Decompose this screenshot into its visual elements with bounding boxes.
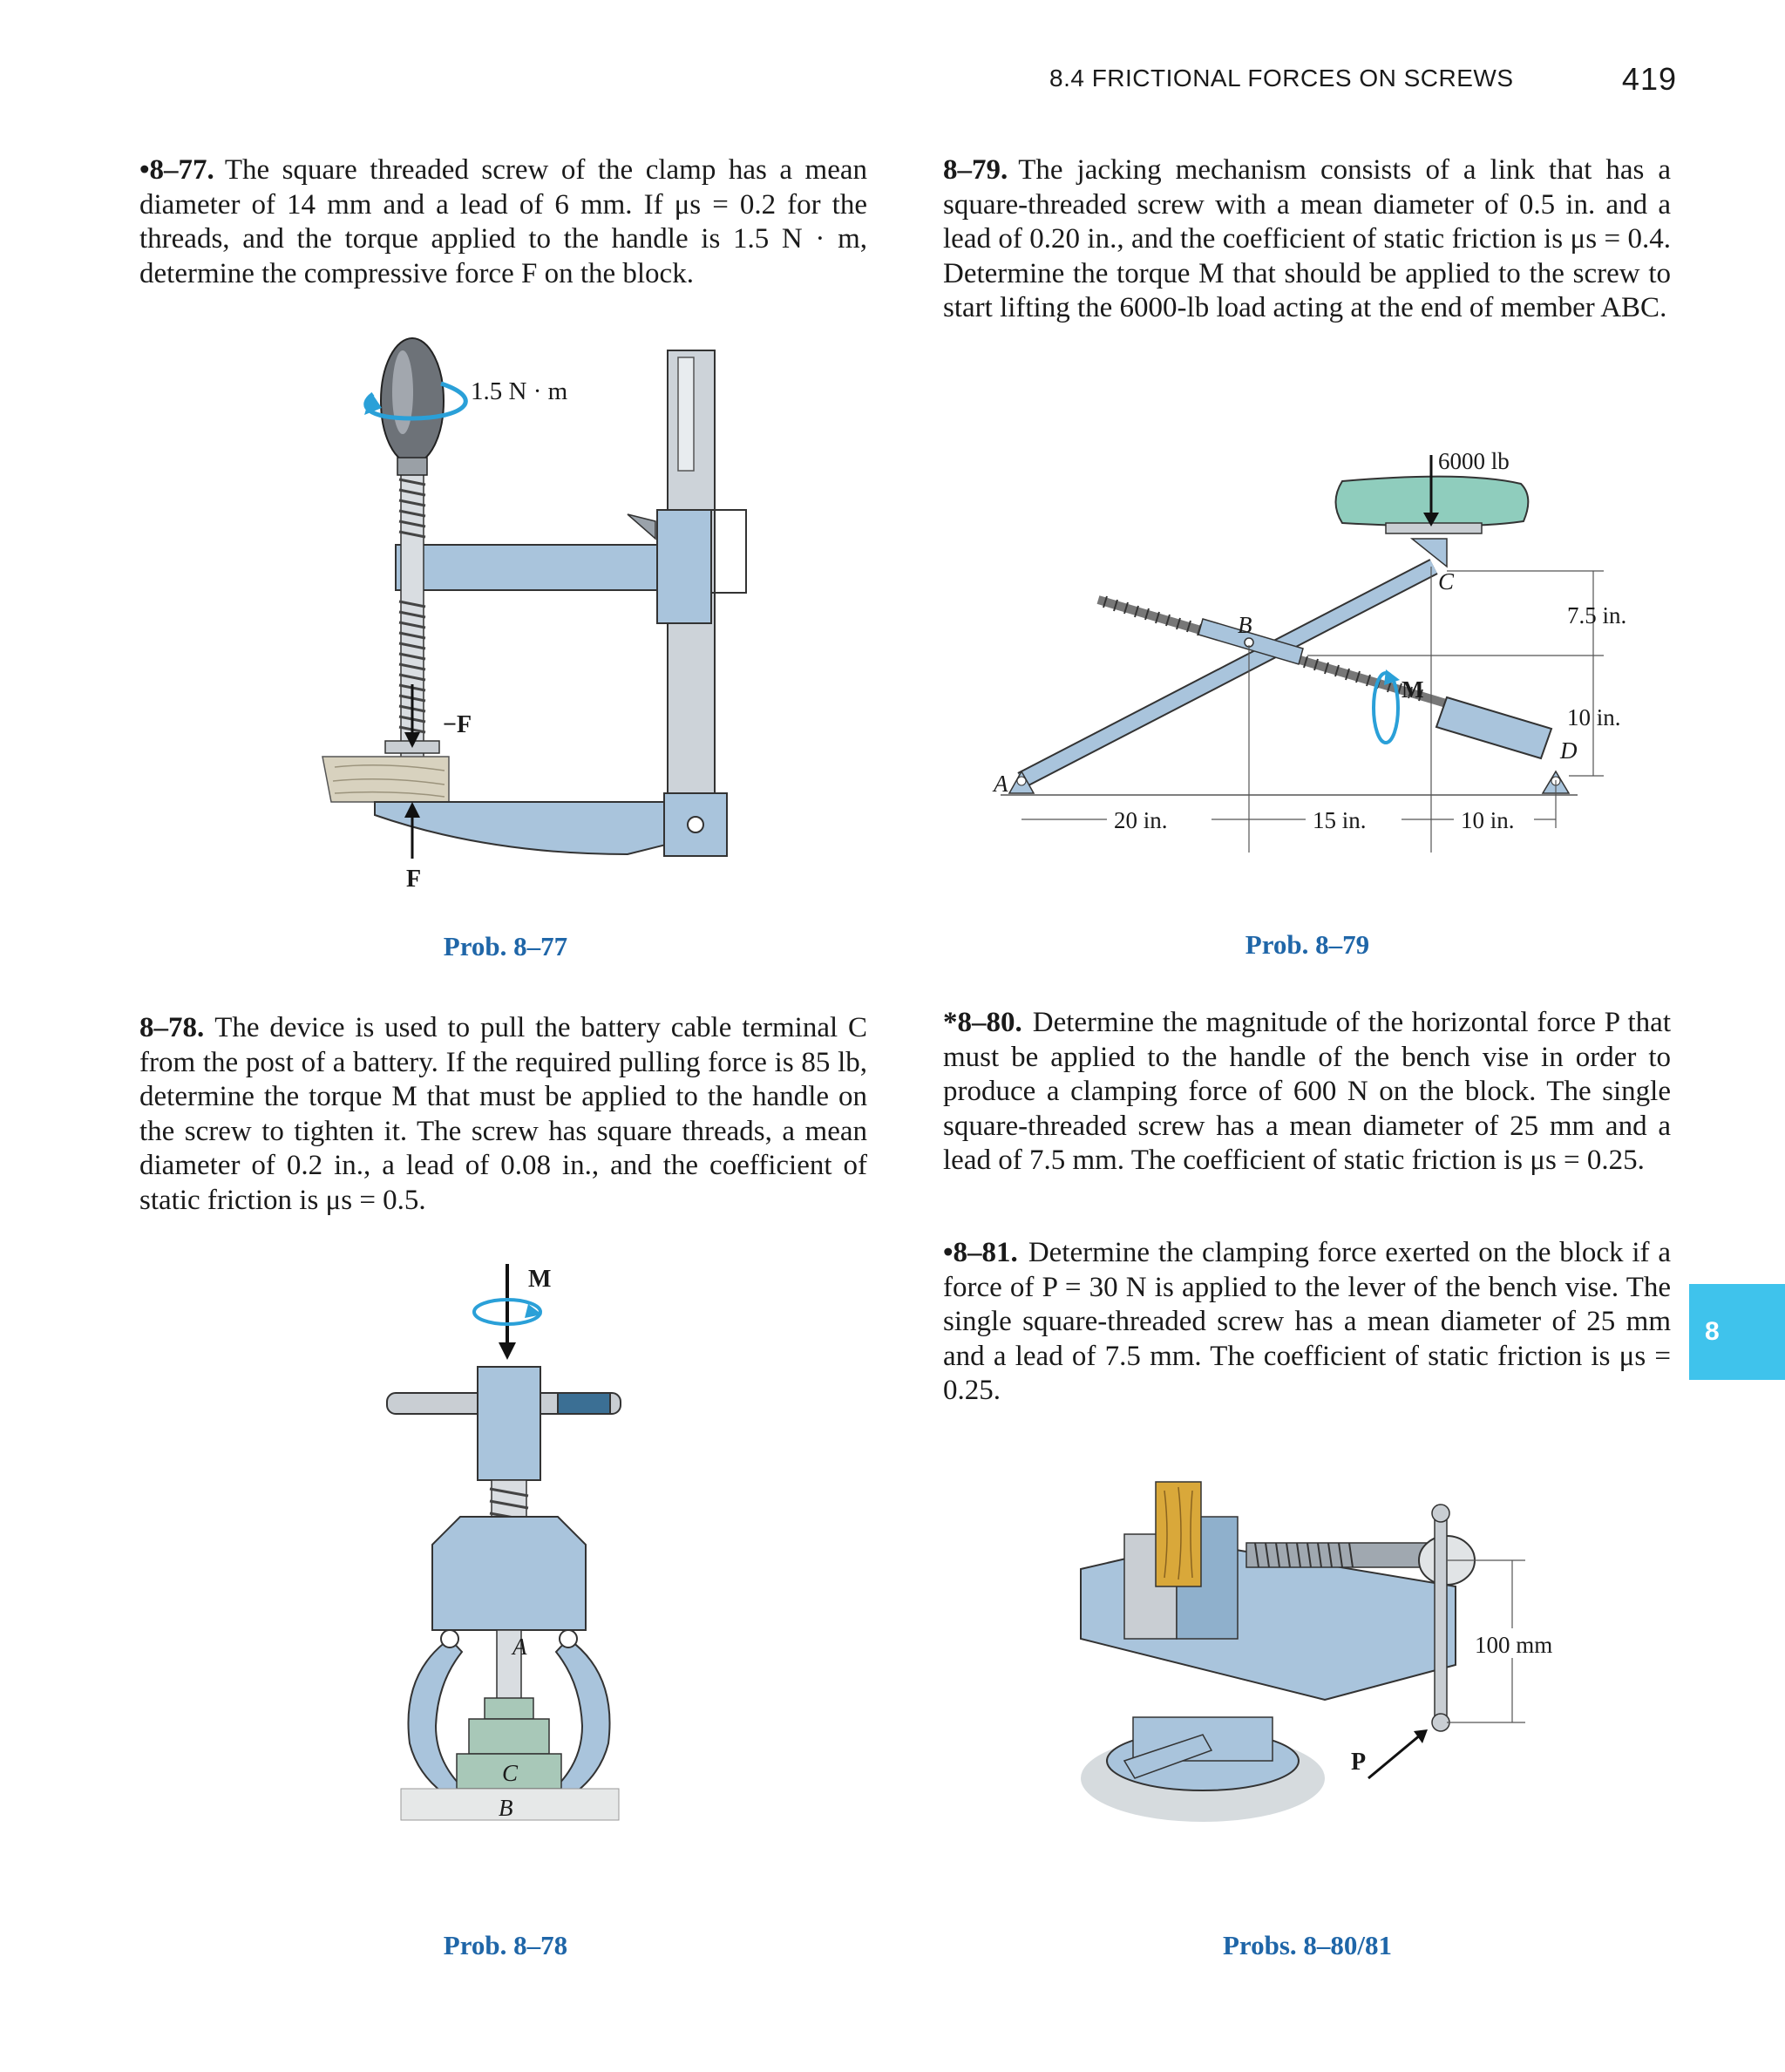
- problem-text: The device is used to pull the battery cable terminal C from the post of a battery. If the required pulling force is 85 lb, determine the torque M that must be applied to the handle on the screw to tighten it. The screw has square threads, a mean diameter of 0.2 in., a lead of 0.08 in., and the coefficient of static friction is μs = 0.5.: [139, 1012, 867, 1216]
- problem-number: *8–80.: [943, 1007, 1022, 1038]
- load-label: 6000 lb: [1438, 448, 1510, 474]
- dim-h3: 10 in.: [1461, 807, 1515, 833]
- page-number: 419: [1621, 61, 1677, 97]
- chapter-tab: 8: [1689, 1284, 1785, 1380]
- problem-text: Determine the clamping force exerted on the block if a force of P = 30 N is applied to the lever of the bench vise. The single square-threaded screw has a mean diameter of 25 mm and a lead of 7.5 mm. The coefficient of static friction is μs = 0.25.: [943, 1237, 1671, 1406]
- problem-number: •8–77.: [139, 154, 214, 186]
- point-a-label: A: [994, 771, 1008, 797]
- problem-8-77: [139, 153, 867, 291]
- problem-number: 8–79.: [943, 154, 1008, 186]
- running-header: [1037, 61, 1682, 105]
- dim-h1: 20 in.: [1114, 807, 1168, 833]
- moment-label: M: [528, 1266, 552, 1293]
- problem-text: The jacking mechanism consists of a link that has a square-threaded screw with a mean diameter of 0.5 in. and a lead of 0.20 in., and the coefficient of static friction is μs = 0.4. Determine the torque M that should be applied to the screw to start lifting the 6000-lb load acting at the end of member ABC.: [943, 154, 1671, 323]
- dim-h2: 15 in.: [1313, 807, 1367, 833]
- torque-label: 1.5 N · m: [471, 377, 568, 405]
- caption-8-78: Prob. 8–78: [443, 1930, 568, 1960]
- figure-8-80-vise: [1072, 1482, 1560, 1848]
- caption-8-77: Prob. 8–77: [443, 931, 568, 961]
- caption-8-79: Prob. 8–79: [1245, 929, 1370, 960]
- point-c-label: C: [1438, 568, 1455, 594]
- problem-number: •8–81.: [943, 1237, 1018, 1268]
- moment-label: M: [1402, 676, 1424, 703]
- point-d-label: D: [1560, 737, 1578, 764]
- figure-8-79-jack: [976, 436, 1673, 846]
- caption-8-80-81: Probs. 8–80/81: [1222, 1930, 1393, 1960]
- dim-label: 100 mm: [1475, 1632, 1553, 1658]
- problem-text: The square threaded screw of the clamp has a mean diameter of 14 mm and a lead of 6 mm. If μs = 0.2 for the threads, and the torque applied to the handle is 1.5 N · m, determine the compressive force F on the block.: [139, 154, 867, 289]
- point-b-label: B: [1238, 612, 1252, 638]
- problem-text: Determine the magnitude of the horizontal force P that must be applied to the handle of the bench vise in order to produce a clamping force of 600 N on the block. The single square-threaded screw has a mean diameter of 25 mm and a lead of 7.5 mm. The coefficient of static friction is μs = 0.25.: [943, 1007, 1671, 1176]
- point-b-label: B: [499, 1795, 513, 1821]
- force-p-label: P: [1351, 1749, 1367, 1776]
- section-title: 8.4 FRICTIONAL FORCES ON SCREWS: [1049, 65, 1514, 92]
- force-label-top: −F: [443, 711, 472, 738]
- problem-8-81: [943, 1236, 1671, 1409]
- force-label-bottom: F: [406, 866, 422, 893]
- dim-vertical-2: 10 in.: [1567, 704, 1621, 730]
- point-a-label: A: [512, 1634, 527, 1660]
- problem-8-78: [139, 1011, 867, 1218]
- figure-8-77-clamp: [314, 331, 767, 898]
- dim-vertical-1: 7.5 in.: [1567, 602, 1627, 628]
- problem-number: 8–78.: [139, 1012, 205, 1043]
- figure-8-78-puller: [383, 1255, 645, 1909]
- problem-8-79: [943, 153, 1671, 326]
- problem-8-80: [943, 1006, 1671, 1179]
- point-c-label: C: [502, 1760, 519, 1786]
